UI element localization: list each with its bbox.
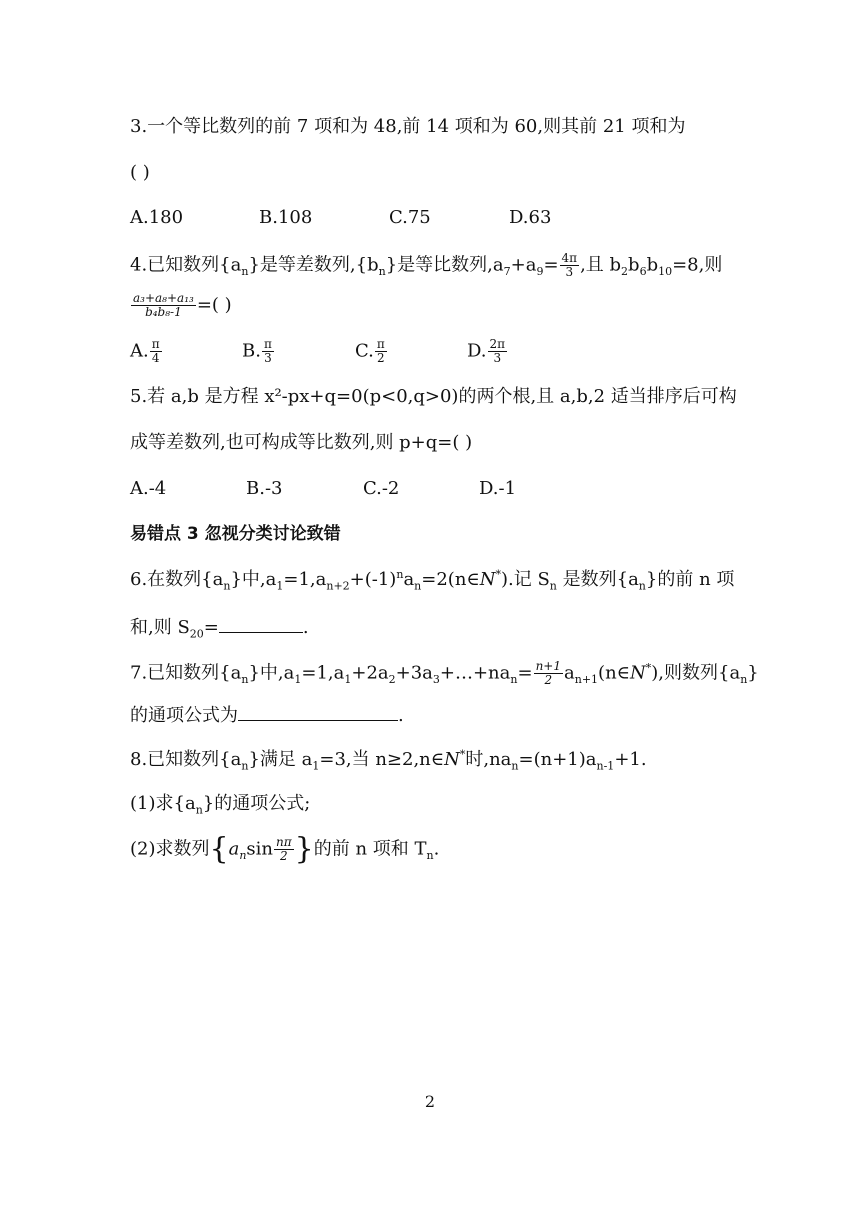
q4-option-d: D. $\frac{2\pi}{3}$ [467,337,506,365]
q6-stem-line1: 6.在数列$\{a_n\}$中$,a_1=1,a_{n+2}+(-1)^na_n=2(n\in N^*)$.记 $S_n$ 是数列$\{a_n\}$的前 n 项 [130,568,735,593]
q4-ratio-fraction: $\frac{\text{a₃+a₈+a₁₃}}{\text{b₄b₈-1}}$ [133,291,194,319]
q3-option-b: B.108 [259,207,313,228]
q8-part1: (1)求$\{a_n\}$的通项公式; [130,793,311,817]
q3-option-a: A.180 [130,207,184,228]
q4-option-b: B. $\frac{\pi}{3}$ [242,337,272,365]
q5-option-b: B.-3 [246,478,283,499]
q3-stem: 3.一个等比数列的前 7 项和为 48,前 14 项和为 60,则其前 21 项和为 [130,116,686,137]
q4-fraction-4pi-3: $\frac{4\pi}{3}$ [561,251,578,279]
q4-stem: 4.已知数列$\{a_n\}$是等差数列$,\{b_n\}$是等比数列$,a_7+a_9=$ $\frac{4\pi}{3}$ ,且 $b_2b_6b_{10}=8$,则 [130,251,723,279]
q8-part2: (2)求数列{$a_n\sin$ $\frac{n\pi}{2}$ }的前 n 项和 $T_n$. [130,831,440,867]
q7-stem-line1: 7.已知数列$\{a_n\}$中$,a_1=1,a_1+2a_2+3a_3+\dots+na_n=$ $\frac{n+1}{2}$ $a_{n+1}(n\in N^*)$,则数列$\{a_n\}$ [130,659,759,687]
q5-option-d: D.-1 [479,478,517,499]
q4-option-a: A. $\frac{\pi}{4}$ [130,337,160,365]
right-brace-icon: } [294,831,314,867]
q7-answer-blank[interactable] [238,702,398,721]
q6-stem-line2: 和,则 $S_{20}=$ . [130,614,309,640]
q5-option-c: C.-2 [363,478,400,499]
q5-option-a: A.-4 [130,478,167,499]
q8-fraction: $\frac{n\pi}{2}$ [276,835,292,863]
section-heading: 易错点 3 忽视分类讨论致错 [130,524,341,544]
q5-stem-line2: 成等差数列,也可构成等比数列,则 p+q=( ) [130,432,473,453]
q5-stem-line1: 5.若 a,b 是方程 x²-px+q=0(p<0,q>0)的两个根,且 a,b,2 适当排序后可构 [130,386,737,407]
left-brace-icon: { [209,831,229,867]
q4-expression: $\frac{\text{a₃+a₈+a₁₃}}{\text{b₄b₈-1}}$ =( ) [133,291,232,319]
q6-answer-blank[interactable] [219,614,303,633]
page-number: 2 [424,1092,436,1111]
q7-stem-line2: 的通项公式为 . [130,702,404,728]
q8-stem: 8.已知数列$\{a_n\}$满足 $a_1=3$,当 n≥2,n∈N*时$,na_n=(n+1)a_{n-1}+1$. [130,748,647,773]
q3-option-c: C.75 [389,207,431,228]
q3-answer-paren: ( ) [130,162,150,183]
q3-option-d: D.63 [509,207,552,228]
q4-option-c: C. $\frac{\pi}{2}$ [355,337,385,365]
q7-fraction: $\frac{n+1}{2}$ [535,659,561,687]
